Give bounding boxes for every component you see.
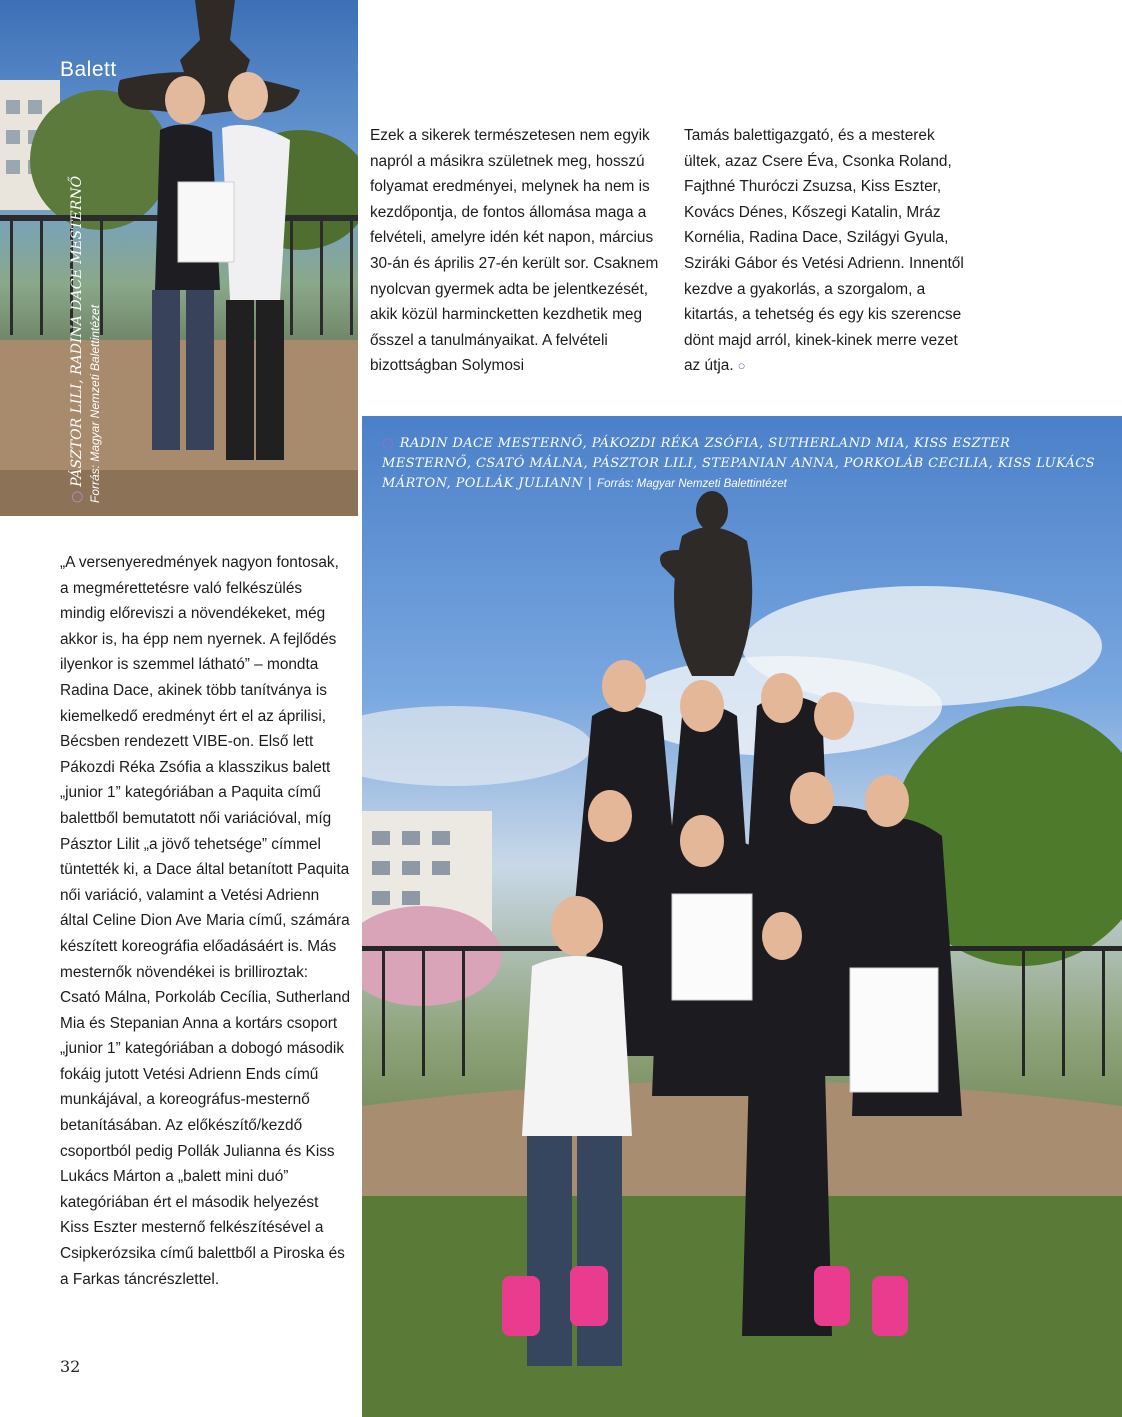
article-text: „A versenyeredmények nagyon fontosak, a megmérettetésre való felkészülés mindig előreviszi a növendékeket, még akkor is, ha épp nem nyernek. A fejlődés ilyenkor is szemmel látható” – mondta Radina Dace, akinek több tanítványa is kiemelkedő eredményt ért el az áprilisi, Bécsben rendezett VIBE-on. Első lett Pákozdi Réka Zsófia a klasszikus balett „junior 1” kategóriában a Paquita című balettből bemutatott női variációval, míg Pásztor Lilit „a jövő tehetsége” címmel tüntették ki, a Dace által betanított Paquita női variáció, valamint a Vetési Adrienn által Celine Dion Ave Maria című, számára készített koreográfia előadásáért is. Más mesternők növendékei is brilliroztak: Csató Málna, Porkoláb Cecília, Sutherland Mia és Stepanian Anna a kortárs csoport „junior 1” kategóriában a dobogó második fokáig jutott Vetési Adrienn Ends című munkájával, a koreográfus-mesternő betanításában. Az előkészítő/kezdő csoportból pedig Pollák Julianna és Kiss Lukács Márton a „balett mini duó” kategóriában ért el második helyezést Kiss Eszter mesternő felkészítésével a Csipkerózsika című balettből a Piroska és a Farkas táncrészlettel.: [60, 554, 351, 1288]
end-mark-icon: ○: [737, 358, 746, 374]
photo-illustration: [0, 0, 358, 516]
article-column-1: [370, 123, 660, 379]
photo-credit: Forrás: Magyar Nemzeti Balettintézet: [88, 304, 102, 503]
article-text: Tamás balettigazgató, és a mesterek ültek, azaz Csere Éva, Csonka Roland, Fajthné Thuróczi Zsuzsa, Kiss Eszter, Kovács Dénes, Kőszegi Katalin, Mráz Kornélia, Radina Dace, Szilágyi Gyula, Sziráki Gábor és Vetési Adrienn. Innentől kezdve a gyakorlás, a szorgalom, a kitartás, a tehetség és egy kis szerencse dönt majd arról, kinek-kinek merre vezet az útja.: [684, 127, 964, 375]
caption-bullet-icon: ○: [382, 436, 394, 451]
photo-group: [362, 416, 1122, 1417]
group-photo-illustration: [362, 416, 1122, 1417]
group-photo-caption: ○ RADIN DACE MESTERNŐ, PÁKOZDI RÉKA ZSÓFIA, SUTHERLAND MIA, KISS ESZTER MESTERNŐ, CSATÓ MÁLNA, PÁSZTOR LILI, STEPANIAN ANNA, PORKOLÁB CECILIA, KISS LUKÁCS MÁRTON, POLLÁK JULIANN | Forrás: Magyar Nemzeti Balettintézet: [382, 436, 1095, 491]
article-text: Ezek a sikerek természetesen nem egyik napról a másikra születnek meg, hosszú folyamat eredményei, melynek ha nem is kezdőpontja, de fontos állomása maga a felvételi, amelyre idén két napon, március 30-án és április 27-én került sor. Csaknem nyolcvan gyermek adta be jelentkezését, akik közül harmincketten kezdhetik meg ősszel a tanulmányaikat. A felvételi bizottságban Solymosi: [370, 127, 659, 375]
photo-credit: Forrás: Magyar Nemzeti Balettintézet: [597, 478, 787, 490]
caption-bullet-icon: ○: [69, 490, 85, 503]
section-label: Balett: [60, 58, 117, 81]
article-column-3: [60, 550, 350, 1292]
page-number: 32: [60, 1357, 81, 1376]
photo-caption: RADIN DACE MESTERNŐ, PÁKOZDI RÉKA ZSÓFIA, SUTHERLAND MIA, KISS ESZTER MESTERNŐ, CSATÓ MÁLNA, PÁSZTOR LILI, STEPANIAN ANNA, PORKOLÁB CECILIA, KISS LUKÁCS MÁRTON, POLLÁK JULIANN: [382, 436, 1095, 491]
photo-caption: PÁSZTOR LILI, RADINA DACE MESTERNŐ: [69, 175, 85, 487]
article-column-2: [684, 123, 974, 379]
photo-caption-vertical: [68, 173, 104, 503]
photo-dancer-with-teacher: [0, 0, 358, 516]
